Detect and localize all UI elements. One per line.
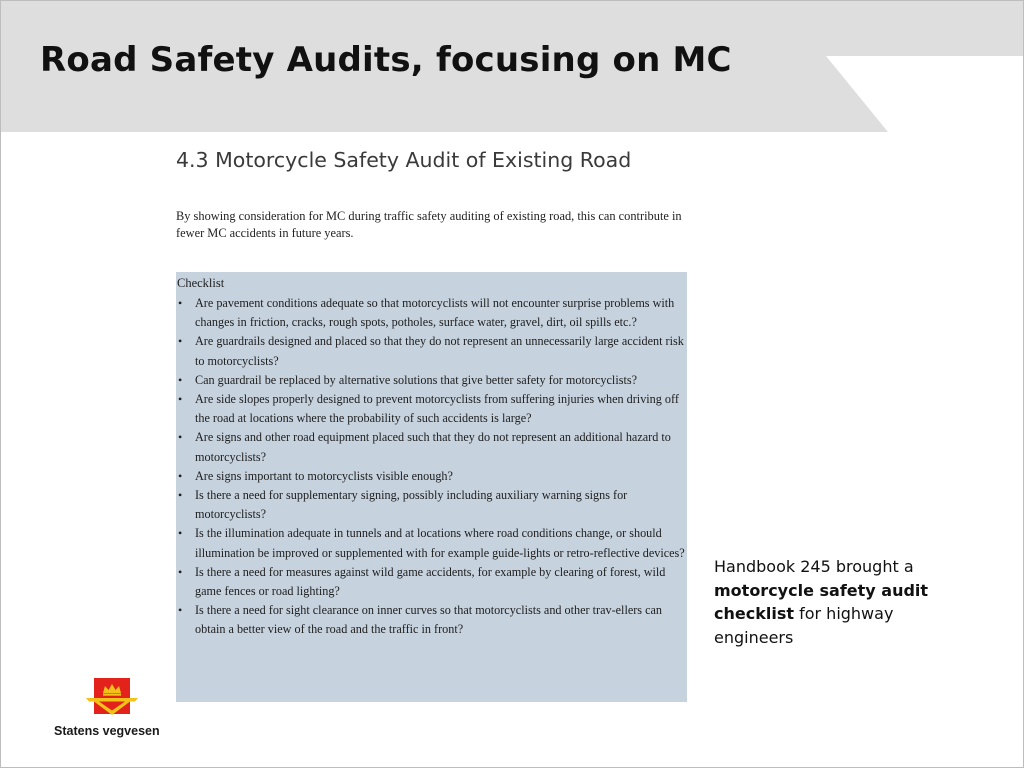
section-heading: 4.3 Motorcycle Safety Audit of Existing Road	[176, 148, 632, 172]
bullet-icon: •	[178, 392, 183, 407]
intro-paragraph: By showing consideration for MC during traffic safety auditing of existing road, this can contribute in fewer MC accidents in future years.	[176, 209, 682, 240]
handbook-excerpt	[176, 148, 688, 240]
checklist-item-text: Are pavement conditions adequate so that motorcyclists will not encounter surprise problems with changes in friction, cracks, rough spots, potholes, surface water, gravel, dirt, oil spills etc.?	[195, 296, 675, 330]
logo-text: Statens vegvesen	[54, 724, 160, 738]
bullet-icon: •	[178, 564, 183, 579]
bullet-icon: •	[178, 468, 183, 483]
bullet-icon: •	[178, 296, 183, 310]
checklist-item-text: Is the illumination adequate in tunnels and at locations where road conditions change, or should illumination be improved or supplemented with for example guide-lights or retro-reflective devices?	[195, 526, 685, 560]
checklist-item-text: Is there a need for supplementary signing, possibly including auxiliary warning signs for motorcyclists?	[195, 488, 628, 522]
checklist-item	[177, 332, 687, 370]
checklist-item	[177, 601, 687, 639]
checklist-item	[177, 486, 687, 524]
checklist-item	[177, 428, 687, 466]
bullet-icon: •	[178, 334, 183, 349]
checklist-item-text: Are guardrails designed and placed so that they do not represent an unnecessarily large accident risk to motorcyclists?	[195, 334, 684, 368]
bullet-icon: •	[178, 430, 183, 445]
bullet-icon: •	[178, 603, 183, 618]
checklist-item	[177, 294, 687, 332]
checklist-item	[177, 524, 687, 562]
checklist-title: Checklist	[177, 276, 225, 290]
checklist-item-text: Is there a need for sight clearance on inner curves so that motorcyclists and other trav-ellers can obtain a better view of the road and the traffic in front?	[195, 603, 662, 637]
checklist-box	[176, 272, 687, 702]
slide-title: Road Safety Audits, focusing on MC	[40, 40, 732, 80]
crown-road-emblem-icon	[86, 678, 138, 718]
checklist-item	[177, 371, 687, 390]
checklist-item-text: Are signs and other road equipment placed such that they do not represent an additional hazard to motorcyclists?	[195, 430, 671, 464]
statens-vegvesen-logo	[54, 678, 184, 748]
checklist-item-text: Can guardrail be replaced by alternative solutions that give better safety for motorcyclists?	[195, 372, 637, 387]
checklist-item-text: Are signs important to motorcyclists visible enough?	[195, 468, 453, 483]
checklist-item	[177, 467, 687, 486]
bullet-icon: •	[178, 488, 183, 503]
caption	[714, 555, 964, 649]
checklist-item	[177, 390, 687, 428]
checklist-item-text: Are side slopes properly designed to prevent motorcyclists from suffering injuries when driving off the road at locations where the probability of such accidents is large?	[195, 392, 679, 426]
checklist-item-text: Is there a need for measures against wild game accidents, for example by clearing of forest, wild game fences or road lighting?	[195, 564, 666, 599]
bullet-icon: •	[178, 526, 183, 541]
checklist-items	[177, 294, 687, 640]
caption-emphasis: motorcycle safety audit checklist	[714, 580, 929, 623]
caption-text-end: for highway engineers	[714, 604, 894, 647]
checklist-item	[177, 563, 687, 601]
bullet-icon: •	[178, 372, 183, 387]
caption-text: Handbook 245 brought a	[714, 557, 914, 576]
